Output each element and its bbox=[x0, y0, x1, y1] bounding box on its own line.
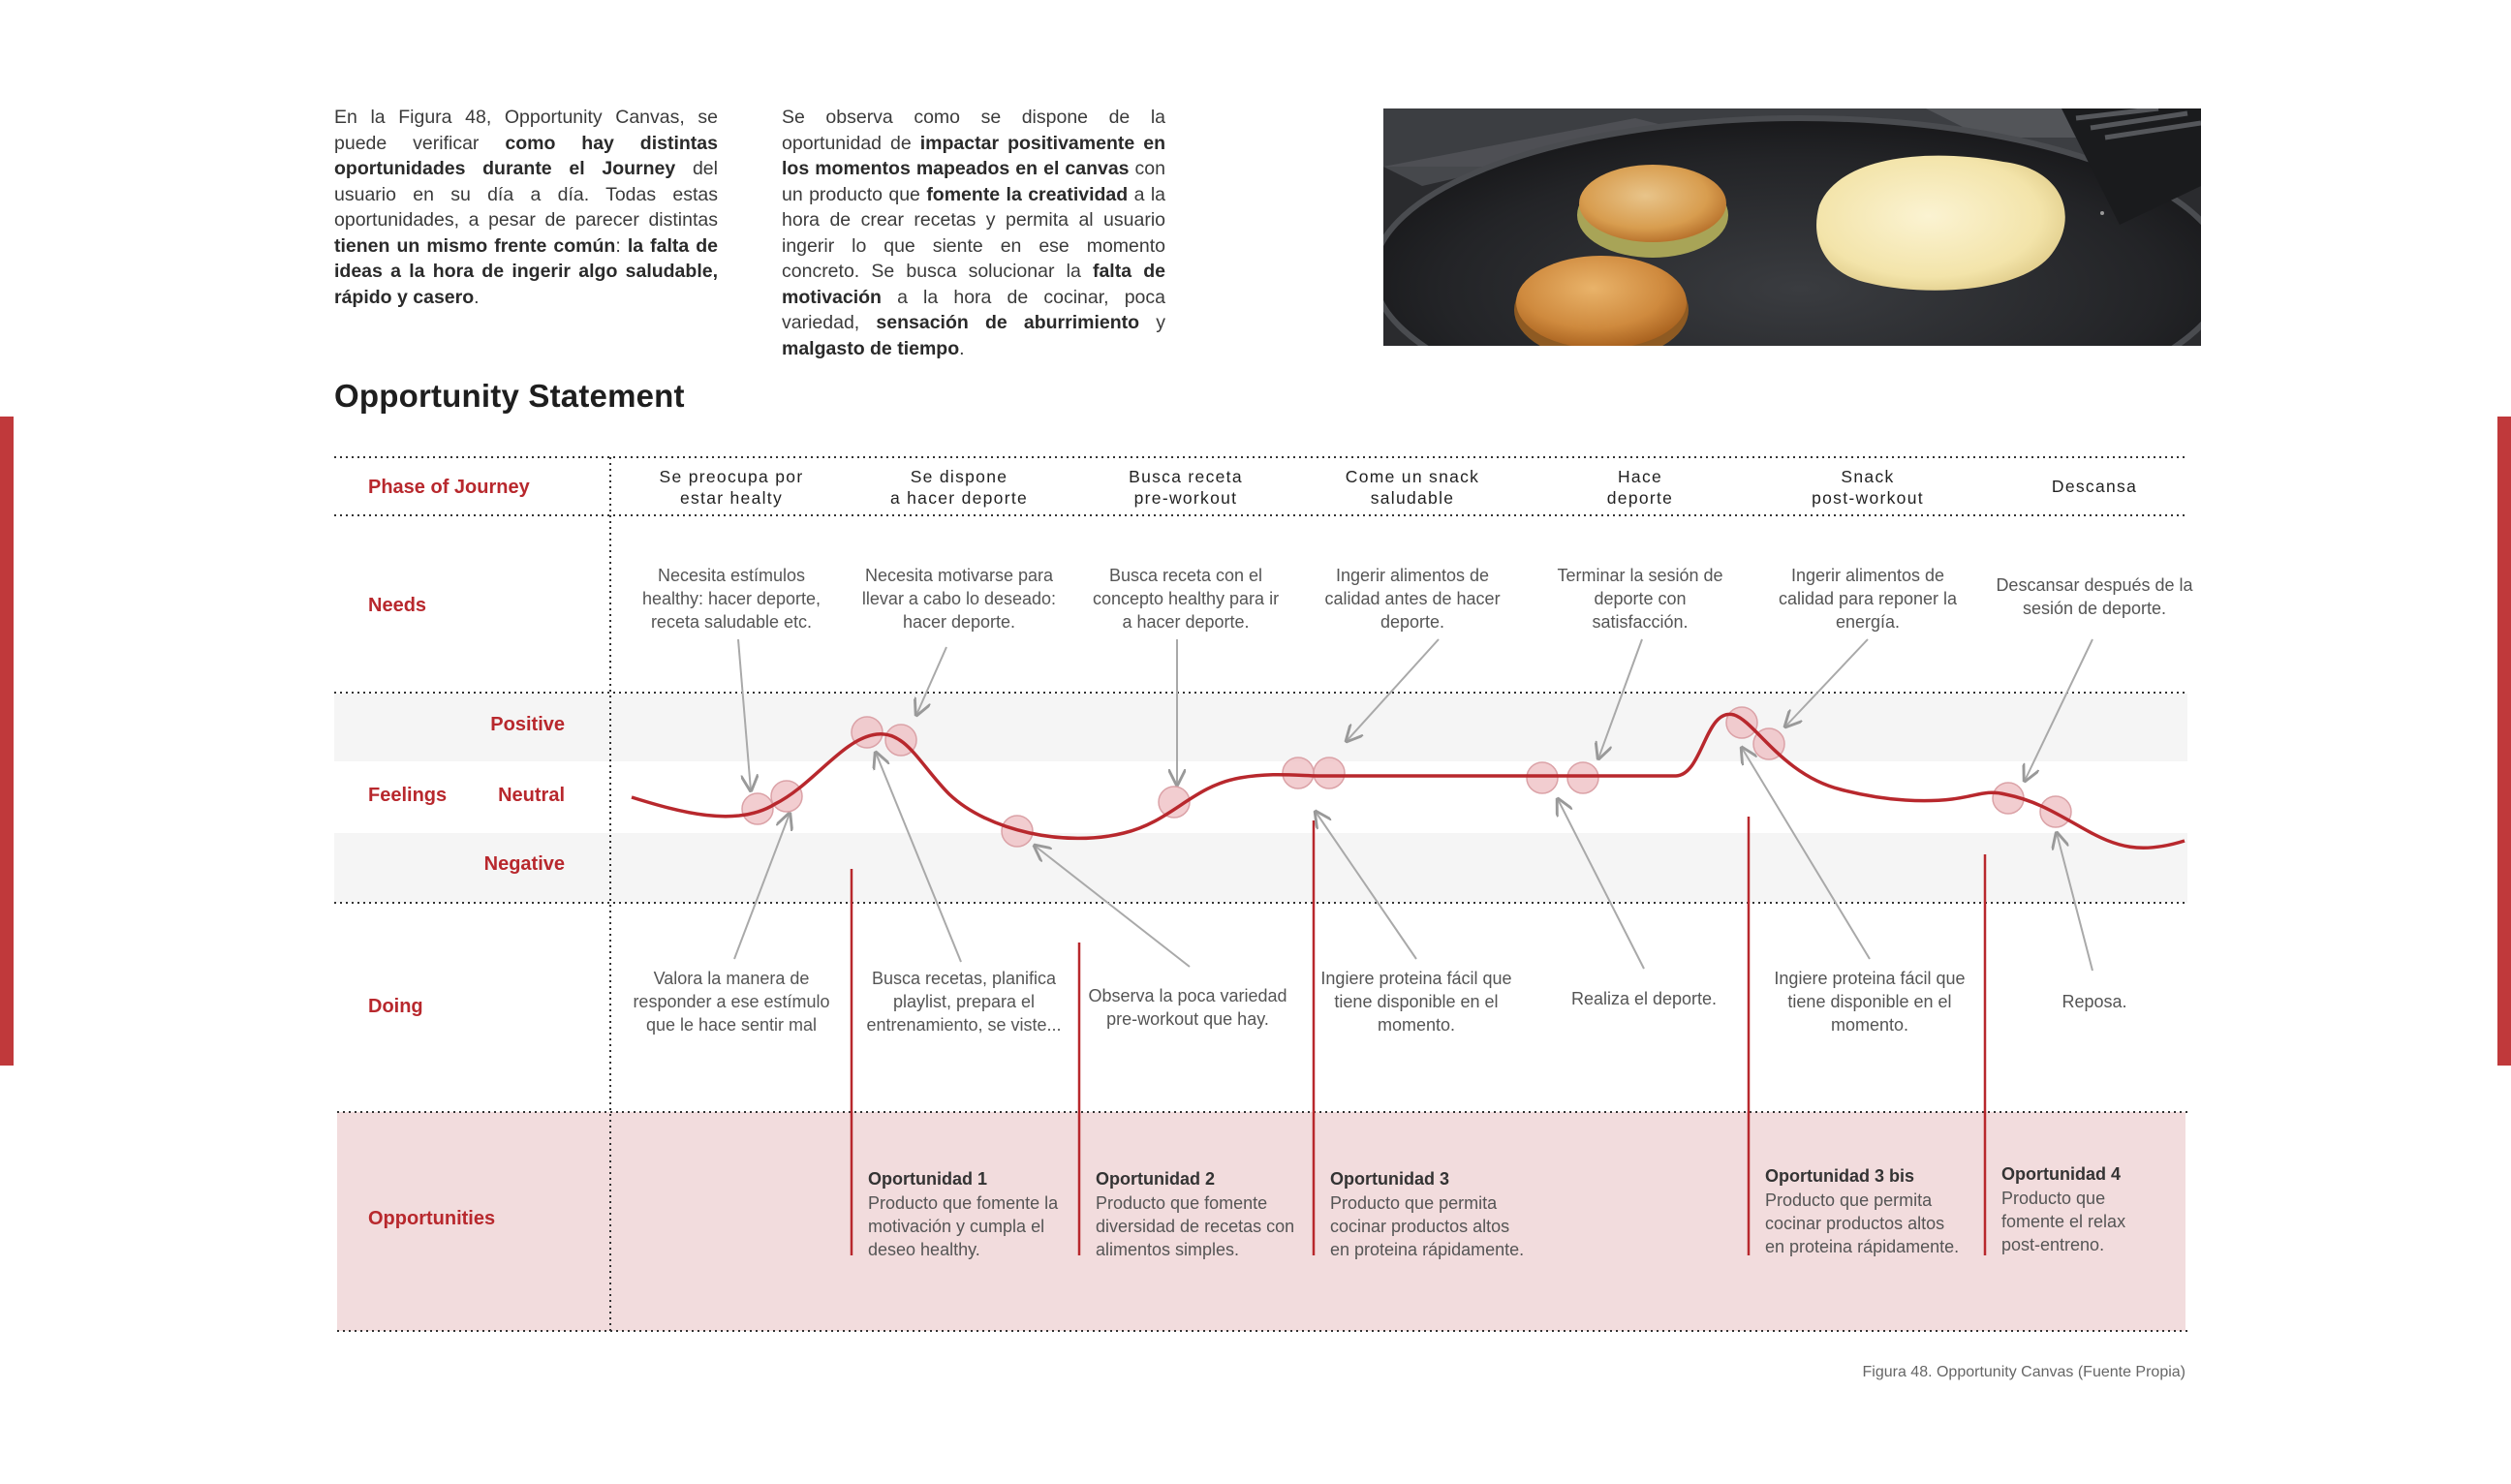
need-5-line: satisfacción. bbox=[1592, 612, 1689, 632]
need-6-line: calidad para reponer la bbox=[1778, 589, 1958, 608]
doing-7-line: Reposa. bbox=[2062, 992, 2127, 1011]
opportunity-4-text-line: en proteina rápidamente. bbox=[1765, 1237, 1960, 1256]
opportunity-2-title: Oportunidad 2 bbox=[1096, 1169, 1215, 1189]
opportunity-3-text-line: cocinar productos altos bbox=[1330, 1217, 1510, 1236]
opportunity-4-text-line: cocinar productos altos bbox=[1765, 1214, 1945, 1233]
need-6-line: Ingerir alimentos de bbox=[1790, 566, 1945, 585]
intro-run: como hay distintas oportunidades durante el Journey bbox=[334, 132, 718, 179]
intro-run: a la hora de cocinar, poca variedad, bbox=[782, 286, 1165, 333]
doing-2-line: entrenamiento, se viste... bbox=[866, 1015, 1062, 1035]
row-label-negative: Negative bbox=[483, 853, 565, 875]
phase-1 bbox=[660, 467, 804, 508]
need-5-line: Terminar la sesión de bbox=[1557, 566, 1723, 585]
doing-6 bbox=[1774, 969, 1965, 1035]
need-1-line: Necesita estímulos bbox=[657, 566, 806, 585]
doing-1 bbox=[633, 969, 829, 1035]
need-2-line: hacer deporte. bbox=[902, 612, 1016, 632]
phase-2-line: a hacer deporte bbox=[889, 488, 1029, 508]
phase-4 bbox=[1346, 467, 1480, 508]
opportunity-2-text-line: diversidad de recetas con bbox=[1096, 1217, 1295, 1236]
phase-5 bbox=[1607, 467, 1673, 508]
phase-7-line: Descansa bbox=[2051, 477, 2138, 496]
opportunity-1-text-line: Producto que fomente la bbox=[868, 1193, 1059, 1213]
emotion-point bbox=[1567, 762, 1598, 793]
emotion-point bbox=[1527, 762, 1558, 793]
doing-4-line: tiene disponible en el bbox=[1334, 992, 1499, 1011]
phase-2 bbox=[890, 467, 1028, 508]
intro-run: la falta de ideas a la hora de ingerir algo saludable, rápido y casero bbox=[334, 234, 718, 308]
intro-run: impactar positivamente en los momentos mapeados en el canvas bbox=[782, 132, 1165, 179]
intro-run: sensación de aburrimiento bbox=[876, 312, 1140, 333]
need-2-line: Necesita motivarse para bbox=[864, 566, 1054, 585]
opportunity-3-text bbox=[1330, 1193, 1524, 1259]
opportunity-4-title: Oportunidad 3 bis bbox=[1765, 1166, 1915, 1186]
phase-1-line: estar healty bbox=[679, 488, 784, 508]
figure-caption: Figura 48. Opportunity Canvas (Fuente Propia) bbox=[1862, 1364, 2186, 1380]
opportunity-5-text-line: Producto que bbox=[2001, 1189, 2106, 1208]
need-6-line: energía. bbox=[1835, 612, 1901, 632]
doing-7 bbox=[2062, 992, 2126, 1011]
intro-run: falta de motivación bbox=[782, 261, 1165, 308]
opportunity-4-text-line: Producto que permita bbox=[1765, 1190, 1933, 1210]
row-label-positive: Positive bbox=[490, 714, 565, 735]
opportunity-4-text bbox=[1765, 1190, 1959, 1256]
need-2 bbox=[862, 566, 1056, 632]
emotion-point bbox=[1726, 707, 1757, 738]
need-5-line: deporte con bbox=[1594, 589, 1687, 608]
opportunity-2-text-line: alimentos simples. bbox=[1096, 1240, 1240, 1259]
doing-4-line: Ingiere proteina fácil que bbox=[1320, 969, 1512, 988]
row-label-neutral: Neutral bbox=[498, 785, 565, 806]
need-4-line: deporte. bbox=[1380, 612, 1445, 632]
emotion-point bbox=[1314, 757, 1345, 788]
intro-run: : bbox=[615, 234, 628, 257]
negative-band bbox=[334, 833, 2187, 903]
positive-band bbox=[334, 694, 2187, 761]
need-5 bbox=[1557, 566, 1722, 632]
need-4-line: Ingerir alimentos de bbox=[1335, 566, 1490, 585]
need-3-line: concepto healthy para ir bbox=[1092, 589, 1280, 608]
opportunity-5-text-line: post-entreno. bbox=[2001, 1235, 2105, 1254]
need-3 bbox=[1093, 566, 1279, 632]
intro-run: . bbox=[474, 286, 480, 308]
phase-1-line: Se preocupa por bbox=[659, 467, 804, 486]
intro-run: tienen un mismo frente común bbox=[334, 234, 616, 257]
doing-2-line: Busca recetas, planifica bbox=[871, 969, 1057, 988]
intro-run: malgasto de tiempo bbox=[782, 337, 960, 359]
need-7 bbox=[1996, 575, 2193, 618]
need-3-line: a hacer deporte. bbox=[1122, 612, 1250, 632]
phase-3-line: Busca receta bbox=[1129, 467, 1243, 486]
need-2-line: llevar a cabo lo deseado: bbox=[861, 589, 1057, 608]
need-4 bbox=[1324, 566, 1500, 632]
opportunity-5-text-line: fomente el relax bbox=[2001, 1212, 2126, 1231]
row-label-feelings: Feelings bbox=[368, 785, 448, 806]
doing-3 bbox=[1088, 986, 1286, 1029]
intro-run: Se observa como se dispone de la oportunidad de bbox=[782, 107, 1165, 154]
doing-6-line: tiene disponible en el bbox=[1787, 992, 1952, 1011]
need-4-line: calidad antes de hacer bbox=[1324, 589, 1501, 608]
phase-3-line: pre-workout bbox=[1133, 488, 1238, 508]
phase-7 bbox=[2052, 477, 2137, 496]
phase-5-line: Hace bbox=[1617, 467, 1663, 486]
emotion-point bbox=[1283, 757, 1314, 788]
doing-2 bbox=[866, 969, 1061, 1035]
opportunity-3-text-line: en proteina rápidamente. bbox=[1330, 1240, 1525, 1259]
row-label-needs: Needs bbox=[368, 595, 427, 616]
doing-2-line: playlist, prepara el bbox=[892, 992, 1036, 1011]
phase-4-line: Come un snack bbox=[1345, 467, 1480, 486]
section-title: Opportunity Statement bbox=[334, 378, 685, 414]
need-7-line: sesión de deporte. bbox=[2022, 599, 2167, 618]
doing-3-line: Observa la poca variedad bbox=[1088, 986, 1287, 1005]
need-3-line: Busca receta con el bbox=[1108, 566, 1263, 585]
intro-run: con un producto que bbox=[782, 158, 1166, 205]
need-1-line: healthy: hacer deporte, bbox=[641, 589, 822, 608]
opportunity-5-title: Oportunidad 4 bbox=[2001, 1164, 2121, 1184]
intro-run: y bbox=[1139, 312, 1166, 333]
need-1-line: receta saludable etc. bbox=[650, 612, 813, 632]
opportunity-3-title: Oportunidad 3 bbox=[1330, 1169, 1449, 1189]
opportunity-2-text-line: Producto que fomente bbox=[1096, 1193, 1268, 1213]
intro-run: En la Figura 48, Opportunity Canvas, se puede verificar bbox=[334, 107, 718, 154]
opportunity-1-text-line: deseo healthy. bbox=[868, 1240, 980, 1259]
opportunity-1-title: Oportunidad 1 bbox=[868, 1169, 987, 1189]
doing-1-line: Valora la manera de bbox=[653, 969, 810, 988]
row-label-doing: Doing bbox=[368, 996, 423, 1017]
intro-run: a la hora de crear recetas y permita al usuario ingerir lo que siente en ese momento concreto. Se busca solucionar la bbox=[782, 183, 1166, 282]
doing-5-line: Realiza el deporte. bbox=[1570, 989, 1718, 1008]
phase-2-line: Se dispone bbox=[910, 467, 1008, 486]
doing-1-line: responder a ese estímulo bbox=[633, 992, 830, 1011]
doing-4 bbox=[1320, 969, 1511, 1035]
phase-6 bbox=[1812, 467, 1924, 508]
phase-4-line: saludable bbox=[1370, 488, 1455, 508]
intro-run: fomente la creatividad bbox=[926, 183, 1129, 205]
doing-3-line: pre-workout que hay. bbox=[1106, 1009, 1269, 1029]
doing-5 bbox=[1571, 989, 1717, 1008]
intro-run: del usuario en su día a día. Todas estas oportunidades, a pesar de parecer distintas bbox=[334, 158, 718, 231]
phase-6-line: post-workout bbox=[1812, 488, 1924, 508]
need-6 bbox=[1779, 566, 1958, 632]
phase-5-line: deporte bbox=[1606, 488, 1674, 508]
doing-6-line: momento. bbox=[1830, 1015, 1909, 1035]
need-7-line: Descansar después de la bbox=[1996, 575, 2193, 595]
intro-run: . bbox=[959, 337, 965, 359]
phase-6-line: Snack bbox=[1841, 467, 1895, 486]
row-label-opportunities: Opportunities bbox=[368, 1208, 496, 1229]
opportunity-3-text-line: Producto que permita bbox=[1330, 1193, 1498, 1213]
phase-3 bbox=[1129, 467, 1243, 508]
doing-4-line: momento. bbox=[1377, 1015, 1456, 1035]
need-1 bbox=[642, 566, 821, 632]
doing-1-line: que le hace sentir mal bbox=[645, 1015, 818, 1035]
row-label-phase: Phase of Journey bbox=[368, 477, 530, 498]
doing-6-line: Ingiere proteina fácil que bbox=[1774, 969, 1966, 988]
opportunity-1-text-line: motivación y cumpla el bbox=[868, 1217, 1045, 1236]
